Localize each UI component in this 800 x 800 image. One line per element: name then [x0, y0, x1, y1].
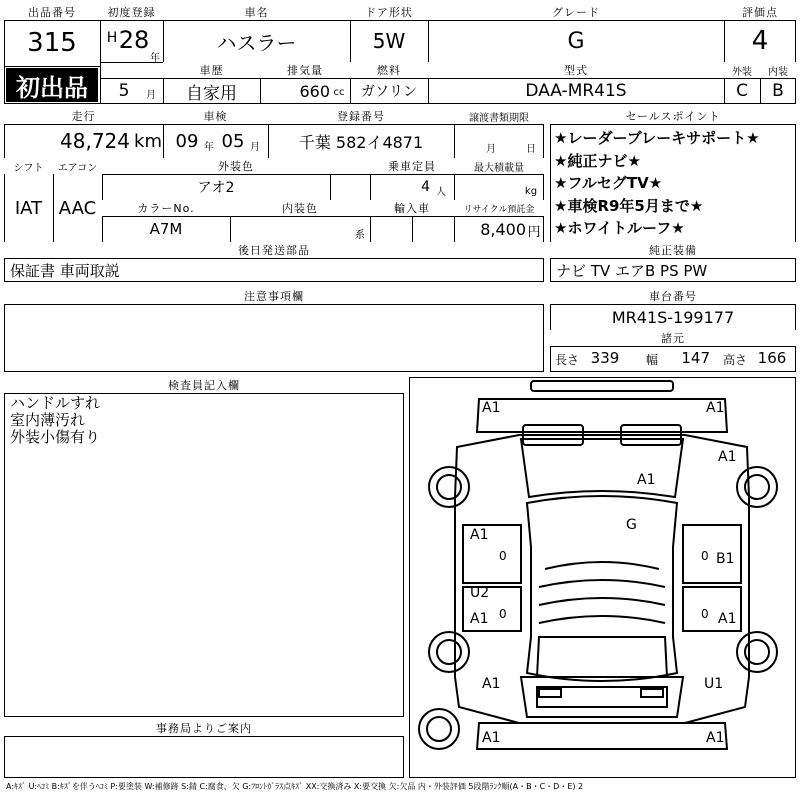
fuel-label: 燃料: [350, 62, 428, 78]
shift: IAT: [14, 197, 43, 219]
width-label: 幅: [645, 352, 658, 367]
transfer-label: 譲渡書類期限: [454, 108, 544, 124]
door-type: 5W: [372, 29, 406, 53]
grade-label: グレード: [428, 4, 724, 20]
inspection-year: 09: [175, 130, 199, 152]
sales-points-list: [554, 127, 794, 240]
inspector-label: 検査員記入欄: [4, 377, 404, 393]
car-name-label: 車名: [163, 4, 350, 20]
import-label: 輸入車: [370, 200, 454, 216]
legend: A:ｷｽﾞ U:ﾍｺﾐ B:ｷｽﾞを伴うﾍｺﾐ P:要塗装 W:補修跡 S:錆 C:腐食、欠 G:ﾌﾛﾝﾄｶﾞﾗｽ点ｷｽﾞ XX:交換済み X:要交換 欠:欠品 内・外装評価 5段階ﾗﾝｸ順(A・B・C・D・E) 2: [6, 782, 584, 791]
chassis-number: MR41S-199177: [611, 307, 735, 327]
int-label: 内装: [760, 62, 796, 78]
mileage-unit: km: [134, 130, 162, 152]
mark-zero: 0: [701, 549, 709, 563]
car-name: ハスラー: [216, 30, 297, 55]
mark-zero: 0: [499, 549, 507, 563]
model-code: DAA-MR41S: [525, 81, 627, 101]
capacity-label: 乗車定員: [370, 158, 454, 174]
first-reg-label: 初度登録: [100, 4, 163, 20]
month-unit: 月: [146, 89, 156, 100]
first-listing-badge: 初出品: [6, 68, 98, 102]
inspection-month-unit: 月: [250, 141, 260, 152]
int-rating: B: [772, 81, 784, 101]
inspector-note: 室内薄汚れ: [10, 411, 86, 429]
later-parts-label: 後日発送部品: [4, 242, 544, 258]
transfer-day: 日: [526, 143, 536, 154]
displacement-unit: cc: [333, 86, 345, 98]
ext-rating: C: [736, 81, 748, 101]
history: 自家用: [186, 83, 237, 104]
load-label: 最大積載量: [454, 158, 544, 174]
mark-rear-bumper-left: A1: [482, 730, 501, 746]
model-label: 型式: [428, 62, 724, 78]
capacity-unit: 人: [436, 186, 446, 198]
mark-rear-quarter-right: U1: [704, 676, 724, 692]
year-unit: 年: [150, 52, 160, 62]
chassis-label: 車台番号: [550, 288, 796, 304]
length: 339: [590, 349, 620, 367]
ac: AAC: [58, 197, 97, 219]
mileage-label: 走行: [4, 108, 163, 124]
mark-zero: 0: [499, 607, 507, 621]
sales-points-label: セールスポイント: [550, 108, 796, 124]
mark-zero: 0: [701, 607, 709, 621]
mark-rear-quarter-left: A1: [482, 676, 501, 692]
score: 4: [751, 26, 769, 56]
dimensions-label: 諸元: [550, 330, 796, 346]
shift-label: シフト: [4, 158, 53, 174]
inspection-label: 車検: [163, 108, 268, 124]
office-label: 事務局よりご案内: [4, 720, 404, 736]
sales-point: ★純正ナビ★: [554, 151, 641, 170]
color-label: 外装色: [102, 158, 370, 174]
inspection-month: 05: [221, 130, 245, 152]
first-reg-year: 28: [118, 26, 150, 54]
mark-front-door-right: B1: [716, 551, 735, 567]
ac-label: エアコン: [53, 158, 102, 174]
car-outline-diagram: [409, 377, 796, 778]
mark-rear-door-left-u: U2: [470, 585, 490, 601]
first-reg-month: 5: [118, 81, 130, 101]
inspector-note: ハンドルすれ: [10, 394, 101, 412]
mark-rear-door-left-a: A1: [470, 611, 489, 627]
inspection-year-unit: 年: [204, 141, 214, 152]
height-label: 高さ: [722, 352, 747, 367]
era: H: [106, 30, 118, 46]
transfer-month: 月: [486, 143, 496, 154]
mark-front-left: A1: [482, 400, 501, 416]
mark-rear-door-right: A1: [718, 611, 737, 627]
mark-rear-bumper-right: A1: [706, 730, 725, 746]
score-label: 評価点: [724, 4, 796, 20]
lot-number: 315: [27, 28, 77, 58]
color-no-label: カラーNo.: [102, 200, 230, 216]
color: アオ2: [197, 180, 235, 196]
length-label: 長さ: [554, 352, 579, 367]
mark-front-door-left: A1: [470, 527, 489, 543]
mark-front-right: A1: [706, 400, 725, 416]
recycle-fee: 8,400: [480, 219, 526, 239]
width: 147: [681, 349, 710, 367]
height: 166: [757, 349, 787, 367]
ext-label: 外装: [724, 62, 760, 78]
grade: G: [567, 28, 585, 54]
plate-number: 千葉 582イ4871: [298, 132, 424, 152]
sales-point: ★車検R9年5月まで★: [554, 196, 704, 215]
mark-windshield: G: [626, 517, 637, 533]
displacement: 660: [299, 81, 330, 101]
door-label: ドア形状: [350, 4, 428, 20]
inspector-note: 外装小傷有り: [10, 428, 101, 446]
displacement-label: 排気量: [260, 62, 350, 78]
capacity: 4: [421, 179, 430, 195]
mark-hood: A1: [637, 472, 656, 488]
mark-front-fender-right: A1: [718, 449, 737, 465]
interior-color-label: 内装色: [230, 200, 370, 216]
notes-label: 注意事項欄: [4, 288, 544, 304]
recycle-unit: 円: [527, 224, 541, 240]
fuel: ガソリン: [361, 84, 417, 100]
mileage: 48,724: [60, 129, 130, 153]
color-no: A7M: [149, 220, 183, 238]
sales-point: ★ホワイトルーフ★: [554, 219, 685, 237]
sales-point: ★フルセグTV★: [554, 174, 663, 192]
equipment: ナビ TV エアB PS PW: [556, 261, 708, 280]
history-label: 車歴: [163, 62, 260, 78]
interior-unit: 系: [355, 229, 365, 240]
inspector-notes: [10, 395, 100, 446]
load-unit: kg: [524, 185, 538, 197]
plate-label: 登録番号: [268, 108, 454, 124]
lot-label: 出品番号: [4, 4, 100, 20]
recycle-label: リサイクル預託金: [454, 200, 544, 216]
equipment-label: 純正装備: [550, 242, 796, 258]
later-parts: 保証書 車両取説: [10, 261, 120, 280]
sales-point: ★レーダーブレーキサポート★: [554, 129, 760, 147]
